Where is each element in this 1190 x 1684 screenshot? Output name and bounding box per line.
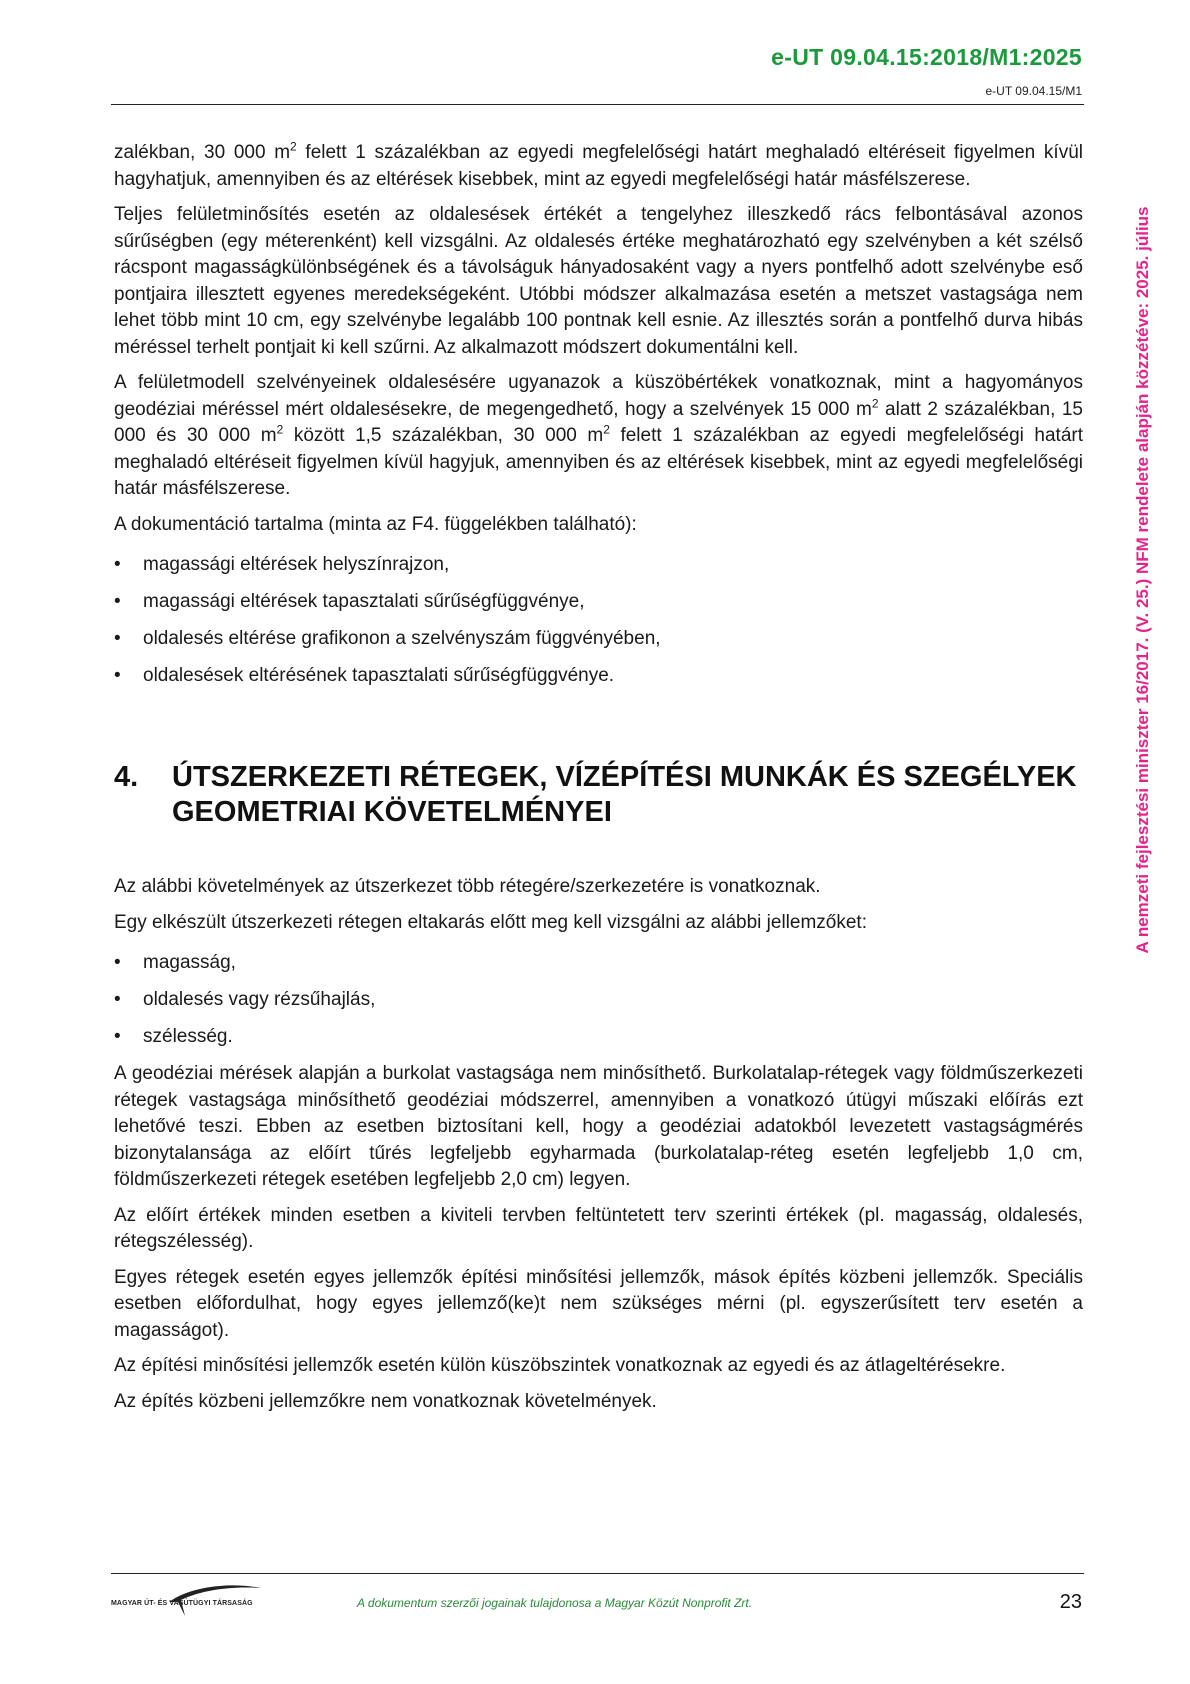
page-number: 23 [1059,1591,1082,1613]
documentation-list [114,552,1083,688]
bullet-icon: • [114,591,121,612]
list-item: • oldalesés eltérése grafikonon a szelvényszám függvényében, [114,628,661,649]
section-heading [114,760,1083,830]
paragraph: Az építési minősítési jellemzők esetén külön küszöbszintek vonatkoznak az egyedi és az átlageltérésekre. [114,1355,1006,1376]
paragraph: Az építés közbeni jellemzőkre nem vonatkoznak követelmények. [114,1390,657,1412]
paragraph: Teljes felületminősítés esetén az oldalesések értékét a tengelyhez illeszkedő rács felbontásával azonos sűrűségben (egy méterenként) kell vizsgálni. Az oldalesés értéke meghatározható egy szelvényben a két szélső rácspont magasságkülönbségének és a távolságuk hányadosaként vagy a nyers pontfelhő adott szelvénybe eső pontjaira illesztett egyenes meredekségeként. Utóbbi módszer alkalmazása esetén a metszet vastagsága nem lehet több mint 10 cm, egy szelvénybe legalább 100 pontnak kell esnie. Az illesztés során a pontfelhő durva hibás méréssel terhelt pontjait ki kell szűrni. Az alkalmazott módszert dokumentálni kell. [114,204,1083,358]
header-divider [111,104,1084,105]
bullet-icon: • [114,554,121,575]
characteristics-list [114,950,1083,1049]
list-item: • magassági eltérések tapasztalati sűrűségfüggvénye, [114,591,585,612]
paragraph: Egyes rétegek esetén egyes jellemzők építési minősítési jellemzők, mások építés közbeni jellemzők. Speciális esetben előfordulhat, hogy egyes jellemző(ke)t nem szükséges mérni (pl. egyszerűsített terv esetén a magasságot). [114,1266,1083,1341]
document-short-code: e-UT 09.04.15/M1 [985,84,1082,98]
section-title: ÚTSZERKEZETI RÉTEGEK, VÍZÉPÍTÉSI MUNKÁK ÉS SZEGÉLYEK GEOMETRIAI KÖVETELMÉNYEI [172,761,1077,828]
section-number: 4. [114,761,139,793]
publication-side-note: A nemzeti fejlesztési miniszter 16/2017. (V. 25.) NFM rendelete alapján közzétéve: 2025. július [1133,206,1152,954]
bullet-icon: • [114,952,121,973]
copyright-notice: A dokumentum szerzői jogainak tulajdonosa a Magyar Közút Nonprofit Zrt. [357,1596,753,1610]
paragraph: Az alábbi követelmények az útszerkezet több rétegére/szerkezetére is vonatkoznak. [114,876,821,897]
page-content [114,140,1083,1424]
bullet-icon: • [114,628,121,649]
paragraph: zalékban, 30 000 $m^2$ felett 1 százalékban az egyedi megfelelőségi határt meghaladó eltéréseit figyelmen kívül hagyhatjuk, amennyiben és az eltérések kisebbek, mint az egyedi megfelelőségi határ másfélszerese. [114,139,1083,190]
bullet-icon: • [114,1026,121,1047]
document-code: e-UT 09.04.15:2018/M1:2025 [771,44,1082,70]
paragraph: Egy elkészült útszerkezeti rétegen eltakarás előtt meg kell vizsgálni az alábbi jellemzőket: [114,911,867,933]
list-item: • oldalesések eltérésének tapasztalati sűrűségfüggvénye. [114,665,615,686]
paragraph: A felületmodell szelvényeinek oldalesésére ugyanazok a küszöbértékek vonatkoznak, mint a hagyományos geodéziai méréssel mért oldalesésekre, de megengedhető, hogy a szelvények 15 000 $m^2$ alatt 2 százalékban, 15 000 és 30 000 $m^2$ között 1,5 százalékban, 30 000 $m^2$ felett 1 százalékban az egyedi megfelelőségi határt meghaladó eltéréseit figyelmen kívül hagyjuk, amennyiben és az eltérések kisebbek, mint az egyedi megfelelőségi határ másfélszerese. [114,372,1083,499]
list-item: • magassági eltérések helyszínrajzon, [114,554,450,575]
list-item: • magasság, [114,952,236,973]
list-item: • szélesség. [114,1026,233,1047]
bullet-icon: • [114,989,121,1010]
logo-text: MAGYAR ÚT- ÉS VASÚTÜGYI TÁRSASÁG [111,1600,253,1607]
footer-divider [111,1573,1084,1574]
paragraph: A geodéziai mérések alapján a burkolat vastagsága nem minősíthető. Burkolatalap-rétegek vagy földműszerkezeti rétegek vastagsága minősíthető geodéziai módszerrel, amennyiben a vonatkozó útügyi műszaki előírás ezt lehetővé teszi. Ebben az esetben biztosítani kell, hogy a geodéziai adatokból levezetett vastagságmérés bizonytalansága az előírt tűrés legfeljebb egyharmada (burkolatalap-réteg esetén legfeljebb 1,0 cm, földműszerkezeti rétegek esetében legfeljebb 2,0 cm) legyen. [114,1063,1083,1190]
list-item: • oldalesés vagy rézsűhajlás, [114,989,376,1010]
paragraph: Az előírt értékek minden esetben a kiviteli tervben feltüntetett terv szerinti értékek (pl. magasság, oldalesés, rétegszélesség). [114,1204,1083,1252]
bullet-icon: • [114,665,121,686]
paragraph: A dokumentáció tartalma (minta az F4. függelékben található): [114,513,637,535]
